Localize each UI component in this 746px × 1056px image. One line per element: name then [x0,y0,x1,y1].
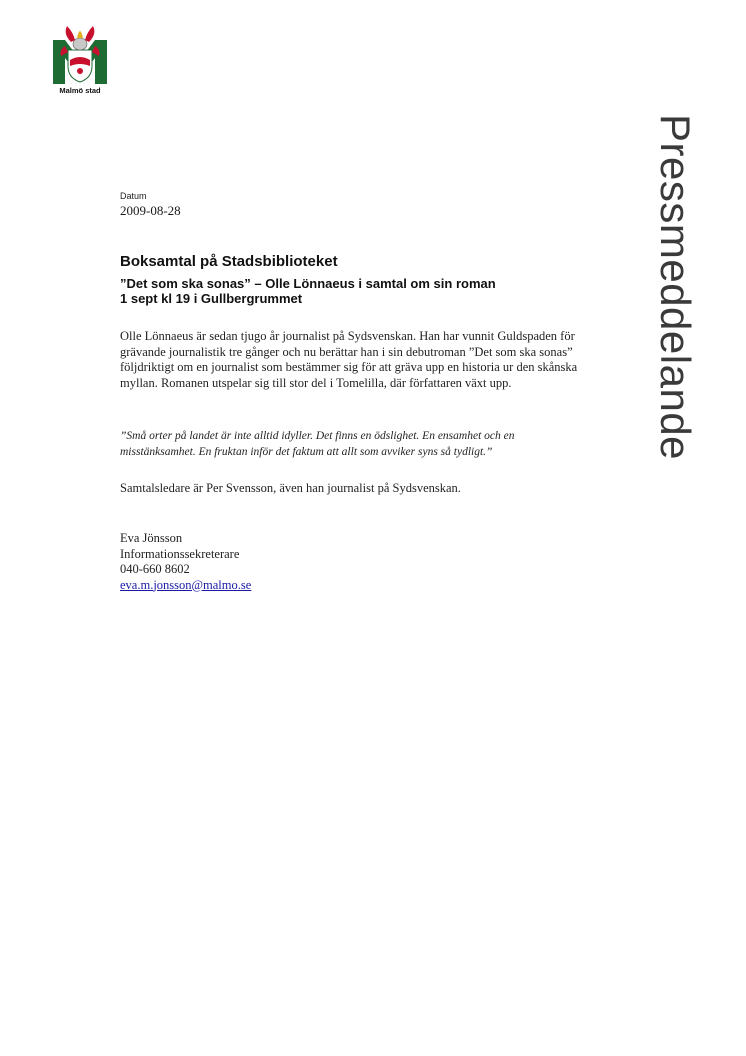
subheadline [120,276,590,306]
contact-title: Informationssekreterare [120,546,240,561]
headline: Boksamtal på Stadsbiblioteket [120,253,338,270]
date-label: Datum [120,191,147,201]
contact-name: Eva Jönsson [120,531,183,545]
body-paragraph-3: Samtalsledare är Per Svensson, även han journalist på Sydsvenskan. [120,481,461,495]
subheadline-line-1: ”Det som ska sonas” – Olle Lönnaeus i samtal om sin roman [120,276,496,291]
date-value: 2009-08-28 [120,203,181,218]
coat-of-arms-icon [51,22,109,86]
subheadline-line-2: 1 sept kl 19 i Gullbergrummet [120,291,303,306]
contact-phone: 040-660 8602 [120,562,190,576]
body-paragraph-1: Olle Lönnaeus är sedan tjugo år journalist på Sydsvenskan. Han har vunnit Guldspaden för grävande journalistik tre gånger och nu berättar han i sin debutroman ”Det som ska sonas” följdriktigt om en journalist som bestämmer sig för att gräva upp en historia ur den skånska myllan. Romanen utspelar sig till stor del i Tomelilla, där författaren växt upp. [120,329,578,390]
document-type-title: Pressmeddelande [652,114,699,461]
malmo-stad-logo [51,22,109,98]
quote-paragraph: ”Små orter på landet är inte alltid idyller. Det finns en ödslighet. En ensamhet och en misstänksamhet. En fruktan inför det faktum att allt som avviker syns så tydligt.” [120,430,515,458]
contact-email-link[interactable]: eva.m.jonsson@malmo.se [120,577,252,592]
contact-block [120,531,251,593]
logo-caption: Malmö stad [59,86,101,95]
